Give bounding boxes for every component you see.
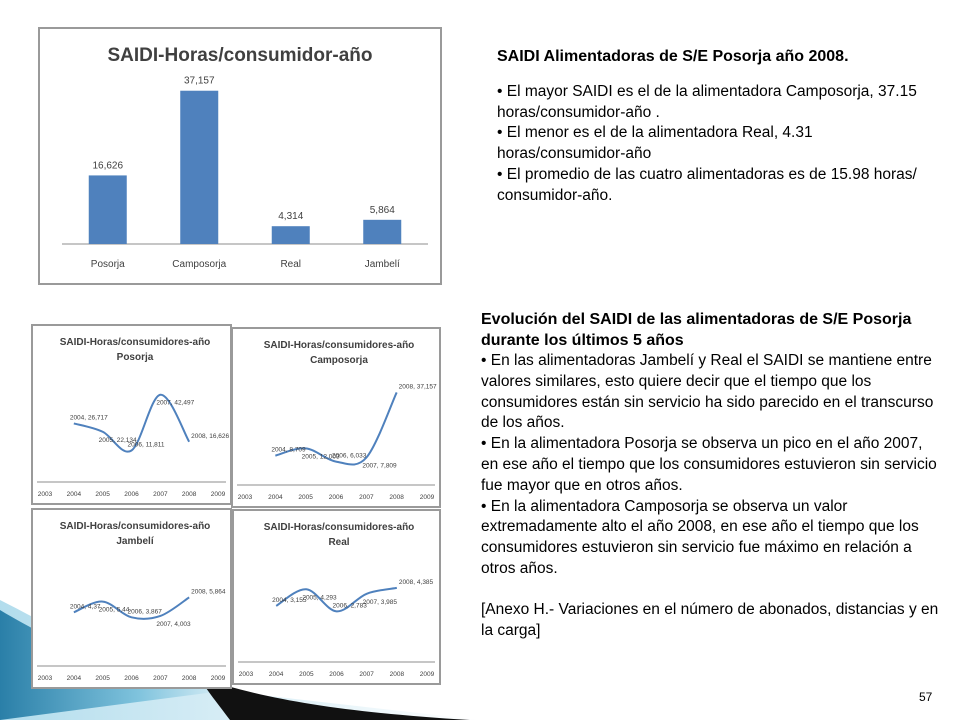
x-tick-label: 2003 [237,494,253,501]
evolution-bullet: • En la alimentadora Camposorja se observa un valor extremadamente alto el año 2008, en ese año el tiempo que los consumidores estuvieron sin servicio fue máximo en relación a otros años. [481,497,919,577]
x-tick-label: 2004 [268,494,283,501]
bar-data-label: 4,314 [278,211,304,223]
annex-reference: [Anexo H.- Variaciones en el número de abonados, distancias y en la carga] [481,600,939,639]
point-label: 2008, 37,157 [398,383,437,391]
x-tick-label: 2003 [238,671,254,678]
point-label: 2006, 3,867 [127,608,162,616]
point-label: 2007, 7,809 [362,462,397,470]
x-tick-label: 2004 [268,671,284,678]
summary-bullet: • El mayor SAIDI es el de la alimentadora Camposorja, 37.15 horas/consumidor-año . [497,82,917,121]
saidi-bar-chart [38,27,442,285]
real-chart-title: SAIDI-Horas/consumidores-año [263,522,415,533]
x-tick-label: 2009 [419,494,435,501]
point-label: 2007, 3,985 [362,598,398,606]
summary-section [497,47,937,207]
x-tick-label: 2007 [359,494,374,501]
point-label: 2008, 4,385 [398,578,434,586]
point-label: 2004, 4,37 [69,603,101,611]
point-label: 2008, 5,864 [191,588,226,596]
bar-data-label: 5,864 [369,204,395,216]
x-tick-label: 2009 [210,491,226,498]
evolution-title: Evolución del SAIDI de las alimentadoras de S/E Posorja durante los últimos 5 años [481,311,912,349]
x-tick-label: 2009 [419,671,435,678]
summary-bullet: • El menor es el de la alimentadora Real, 4.31 horas/consumidor-año [497,124,813,163]
bar-category-label: Jambelí [364,259,400,270]
x-tick-label: 2006 [124,491,139,498]
evolution-section [481,309,941,641]
x-tick-label: 2007 [359,671,374,678]
point-label: 2006, 6,033 [332,452,367,460]
jambeli-chart-subtitle: Jambelí [116,536,154,547]
x-tick-label: 2009 [210,675,226,682]
bar-category-label: Real [280,259,302,270]
camposorja-chart-subtitle: Camposorja [310,355,368,366]
x-tick-label: 2004 [66,675,82,682]
bar-camposorja [180,91,218,244]
point-label: 2004, 3,155 [272,596,307,604]
evolution-bullet: • En la alimentadora Posorja se observa un pico en el año 2007, en ese año el tiempo que los consumidores estuvieron sin servicio fue mayor que en otros años. [481,435,937,494]
x-tick-label: 2004 [66,491,82,498]
jambeli-chart-title: SAIDI-Horas/consumidores-año [59,521,211,532]
posorja-chart-title: SAIDI-Horas/consumidores-año [59,337,211,348]
x-tick-label: 2003 [37,675,53,682]
bar-category-label: Camposorja [172,259,227,270]
summary-bullet: • El promedio de las cuatro alimentadoras es de 15.98 horas/ consumidor-año. [497,165,917,204]
point-label: 2005, 5,44 [98,606,130,614]
camposorja-chart-title: SAIDI-Horas/consumidores-año [263,340,415,351]
x-tick-label: 2006 [328,494,344,501]
point-label: 2005, 12,003 [301,453,340,461]
point-label: 2006, 11,811 [127,441,165,449]
x-tick-label: 2008 [389,494,404,501]
bar-data-label: 16,626 [92,160,124,172]
x-tick-label: 2005 [95,675,110,682]
x-tick-label: 2003 [37,491,53,498]
x-tick-label: 2005 [95,491,110,498]
bar-category-label: Posorja [90,259,125,270]
x-tick-label: 2005 [298,494,313,501]
real-line-chart [232,509,441,685]
bar-real [272,226,310,244]
point-label: 2005, 22,134 [98,436,137,444]
point-label: 2005, 4,293 [302,594,337,602]
x-tick-label: 2006 [124,675,139,682]
point-label: 2006, 2,783 [332,602,367,610]
x-tick-label: 2008 [181,491,197,498]
x-tick-label: 2007 [153,675,168,682]
jambeli-line-chart [31,508,232,689]
x-tick-label: 2007 [153,491,168,498]
point-label: 2008, 16,626 [191,432,230,440]
posorja-chart-subtitle: Posorja [116,352,154,363]
bar-chart-title: SAIDI-Horas/consumidor-año [107,45,373,66]
x-tick-label: 2006 [329,671,344,678]
bar-posorja [89,175,127,244]
real-chart-subtitle: Real [328,537,350,548]
point-label: 2004, 8,709 [271,446,306,454]
x-tick-label: 2005 [299,671,314,678]
summary-title: SAIDI Alimentadoras de S/E Posorja año 2008. [497,48,849,65]
posorja-line-chart [31,324,232,505]
x-tick-label: 2008 [181,675,197,682]
x-tick-label: 2008 [389,671,405,678]
point-label: 2007, 42,497 [156,399,195,407]
point-label: 2007, 4,003 [156,620,191,628]
bar-jambelí [363,220,401,244]
evolution-bullet: • En las alimentadoras Jambelí y Real el SAIDI se mantiene entre valores similares, esto quiere decir que el tiempo que los consumidores están sin servicio ha sido parecido en el transcurso de los años. [481,352,934,432]
bar-data-label: 37,157 [183,75,215,87]
point-label: 2004, 26,717 [69,414,108,422]
page-number: 57 [919,690,933,704]
camposorja-line-chart [231,327,441,508]
